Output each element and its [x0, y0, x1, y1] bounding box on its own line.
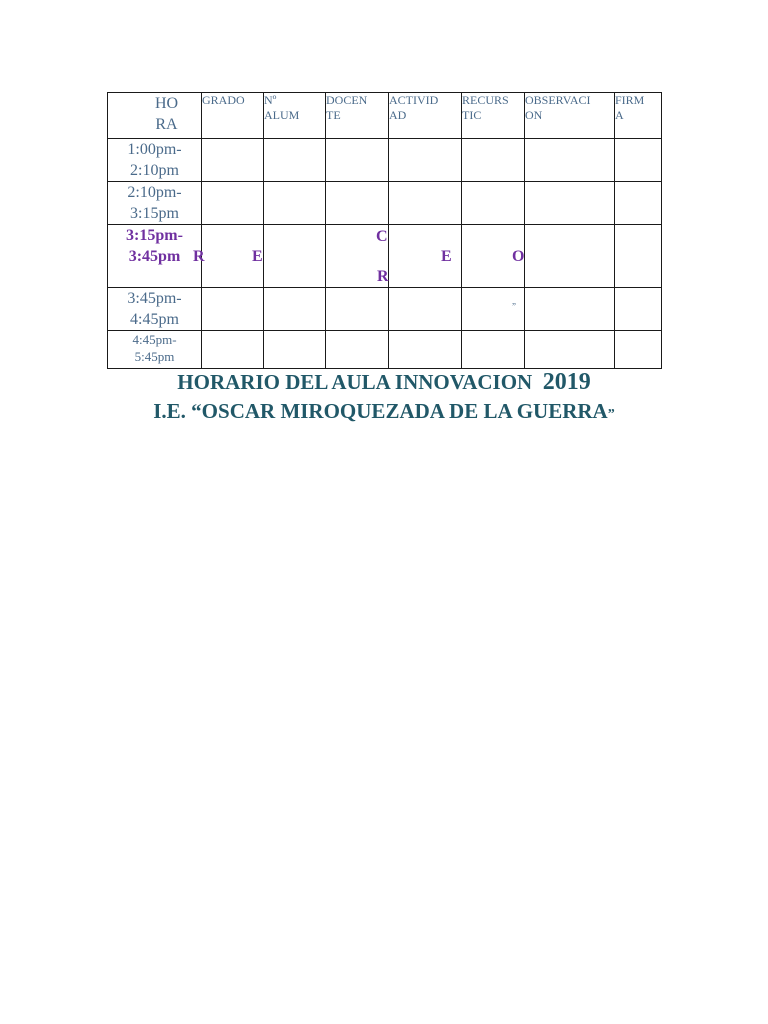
table-row — [108, 139, 662, 182]
quote-mark: „ — [512, 296, 516, 306]
header-firma-line2: A — [615, 108, 624, 122]
table-row — [108, 288, 662, 331]
time-cell — [108, 288, 202, 331]
time-start: 3:45pm- — [127, 290, 182, 307]
header-observacion-line1: OBSERVACI — [525, 93, 591, 107]
header-n-alum-line1: Nº — [264, 93, 277, 107]
table-row — [108, 182, 662, 225]
recreo-letter: R — [377, 268, 389, 285]
time-start: 4:45pm- — [132, 332, 177, 347]
header-recursos — [462, 93, 525, 139]
cell-actividad — [389, 331, 462, 369]
cell-observacion — [525, 331, 615, 369]
cell-recursos — [462, 182, 525, 225]
recreo-letter: C — [376, 228, 388, 245]
time-end: 5:45pm — [134, 349, 175, 364]
time-end: 3:45pm — [128, 248, 181, 265]
time-start: 3:15pm- — [126, 227, 183, 244]
schedule-table — [107, 92, 662, 369]
table-row — [108, 331, 662, 369]
cell-observacion — [525, 288, 615, 331]
cell-n-alum — [264, 331, 326, 369]
header-row — [108, 93, 662, 139]
time-end: 3:15pm — [130, 205, 179, 222]
cell-firma — [615, 331, 662, 369]
cell-observacion — [525, 139, 615, 182]
cell-docente — [326, 139, 389, 182]
cell-recursos — [462, 139, 525, 182]
cell-actividad — [389, 182, 462, 225]
cell-actividad — [389, 225, 462, 288]
recreo-letter: E — [441, 248, 452, 265]
cell-firma — [615, 288, 662, 331]
cell-grado — [202, 182, 264, 225]
cell-docente — [326, 288, 389, 331]
title-year: 2019 — [542, 369, 591, 395]
header-observacion — [525, 93, 615, 139]
cell-grado — [202, 288, 264, 331]
cell-observacion — [525, 225, 615, 288]
table-row-recreo — [108, 225, 662, 288]
time-end: 2:10pm — [130, 162, 179, 179]
cell-firma — [615, 225, 662, 288]
header-hora — [108, 93, 202, 139]
header-hora-line2: RA — [155, 116, 178, 133]
school-name — [0, 399, 768, 424]
cell-recursos — [462, 225, 525, 288]
header-recursos-line2: TIC — [462, 108, 482, 122]
cell-actividad — [389, 139, 462, 182]
cell-docente — [326, 331, 389, 369]
cell-observacion — [525, 182, 615, 225]
header-n-alum-line2: ALUM — [264, 108, 300, 122]
cell-n-alum — [252, 225, 326, 288]
cell-docente — [326, 225, 389, 288]
title-text: HORARIO DEL AULA INNOVACION — [177, 370, 533, 394]
cell-grado — [202, 139, 264, 182]
time-cell — [108, 331, 202, 369]
recreo-letter: O — [512, 248, 525, 265]
header-n-alum — [264, 93, 326, 139]
header-actividad-line1: ACTIVID — [389, 93, 439, 107]
cell-grado — [202, 331, 264, 369]
recreo-letter: E — [252, 248, 263, 265]
cell-actividad — [389, 288, 462, 331]
cell-recursos — [462, 331, 525, 369]
time-cell — [108, 139, 202, 182]
header-docente-line2: TE — [326, 108, 341, 122]
header-docente — [326, 93, 389, 139]
time-cell-recreo — [108, 225, 202, 288]
time-start: 2:10pm- — [127, 184, 182, 201]
time-end: 4:45pm — [130, 311, 179, 328]
header-firma — [615, 93, 662, 139]
cell-firma — [615, 182, 662, 225]
header-docente-line1: DOCEN — [326, 93, 368, 107]
cell-n-alum — [264, 182, 326, 225]
header-actividad — [389, 93, 462, 139]
cell-n-alum — [264, 139, 326, 182]
header-grado: GRADO — [202, 93, 264, 139]
school-name-quote: ” — [607, 407, 615, 422]
cell-docente — [326, 182, 389, 225]
header-firma-line1: FIRM — [615, 93, 645, 107]
page-title — [0, 369, 768, 396]
header-hora-line1: HO — [154, 95, 179, 112]
header-recursos-line1: RECURS — [462, 93, 509, 107]
cell-recursos — [462, 288, 525, 331]
header-observacion-line2: ON — [525, 108, 543, 122]
recreo-letter: R — [193, 248, 205, 265]
time-start: 1:00pm- — [127, 141, 182, 158]
header-actividad-line2: AD — [389, 108, 407, 122]
cell-firma — [615, 139, 662, 182]
cell-n-alum — [264, 288, 326, 331]
school-name-text: I.E. “OSCAR MIROQUEZADA DE LA GUERRA — [153, 399, 608, 423]
time-cell — [108, 182, 202, 225]
